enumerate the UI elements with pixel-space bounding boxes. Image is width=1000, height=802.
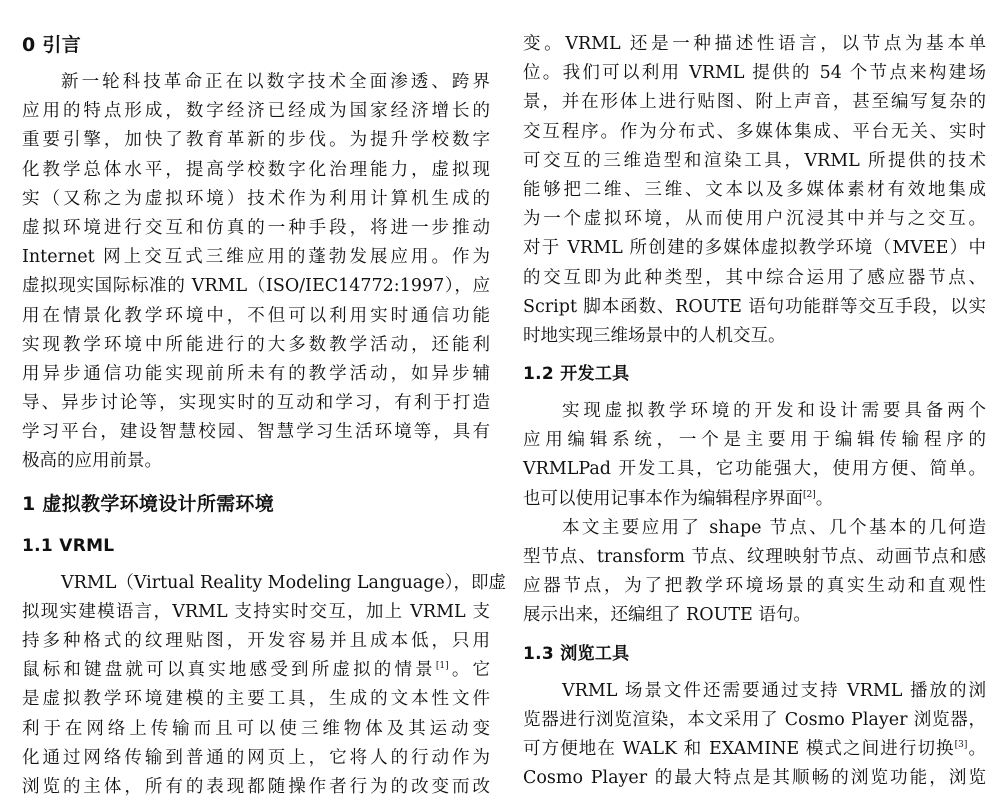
- text-line: 用在情景化教学环境中，不但可以利用实时通信功能: [22, 305, 490, 326]
- intro-paragraph: [22, 68, 490, 477]
- vrml-paragraph: [22, 569, 506, 802]
- text-line: 虚拟环境进行交互和仿真的一种手段，将进一步推动: [22, 217, 490, 238]
- text-line: 重要引擎，加快了教育革新的步伐。为提升学校数字: [22, 130, 490, 151]
- section-1-3-heading: 1.3 浏览工具: [523, 643, 630, 664]
- text-line: 化教学总体水平，提高学校数字化治理能力，虚拟现: [22, 159, 490, 180]
- text-line: Cosmo Player 的最大特点是其顺畅的浏览功能，浏览: [523, 768, 986, 789]
- text-line: 览器进行浏览渲染，本文采用了 Cosmo Player 浏览器，: [523, 709, 986, 730]
- text-line: 为一个虚拟环境，从而使用户沉浸其中并与之交互。: [523, 209, 986, 230]
- text-line: 展示出来，还编组了 ROUTE 语句。: [523, 605, 811, 626]
- text-line: 用异步通信功能实现前所未有的教学活动，如异步辅: [22, 363, 490, 384]
- text-line: 学习平台，建设智慧校园、智慧学习生活环境等，具有: [22, 422, 490, 443]
- section-1-heading: 1 虚拟教学环境设计所需环境: [22, 492, 275, 515]
- text-line: 对于 VRML 所创建的多媒体虚拟教学环境（MVEE）中: [523, 238, 986, 259]
- text-span: 。: [967, 738, 986, 759]
- left-column: [22, 30, 506, 802]
- text-line: 利于在网络上传输而且可以使三维物体及其运动变: [22, 718, 490, 739]
- text-line: 位。我们可以利用 VRML 提供的 54 个节点来构建场: [523, 63, 986, 84]
- text-span: 也可以使用记事本作为编辑程序界面: [523, 488, 803, 509]
- citation-ref[interactable]: [1]: [435, 661, 449, 672]
- text-line: 本文主要应用了 shape 节点、几个基本的几何造: [562, 517, 986, 538]
- section-1-1-heading: 1.1 VRML: [22, 535, 115, 556]
- text-line: Internet 网上交互式三维应用的蓬勃发展应用。作为: [22, 247, 490, 268]
- text-span: 鼠标和键盘就可以真实地感受到所虚拟的情景: [22, 660, 436, 681]
- section-0-heading: 0 引言: [22, 34, 82, 56]
- text-line: 时地实现三维场景中的人机交互。: [523, 325, 786, 346]
- text-line: 虚拟现实国际标准的 VRML（ISO/IEC14772:1997），应: [22, 276, 490, 297]
- text-line: 实现教学环境中所能进行的大多数教学活动，还能利: [22, 334, 490, 355]
- text-line: 是虚拟教学环境建模的主要工具，生成的文本性文件: [22, 689, 490, 710]
- text-line: 交互程序。作为分布式、多媒体集成、平台无关、实时: [523, 121, 986, 142]
- text-line: 新一轮科技革命正在以数字技术全面渗透、跨界: [61, 72, 490, 92]
- text-line: Script 脚本函数、ROUTE 语句功能群等交互手段，以实: [523, 296, 986, 317]
- text-line: 导、异步讨论等，实现实时的互动和学习，有利于打造: [22, 393, 490, 414]
- dev-tools-paragraph: [523, 397, 986, 514]
- text-span: 。: [815, 488, 834, 509]
- browser-paragraph: [523, 677, 986, 794]
- vrml-paragraph-continued: [523, 30, 986, 351]
- text-line: 持多种格式的纹理贴图，开发容易并且成本低，只用: [22, 631, 490, 651]
- text-span: 可方便地在 WALK 和 EXAMINE 模式之间进行切换: [523, 738, 955, 759]
- text-span: 。它: [448, 660, 491, 681]
- text-line: 能够把二维、三维、文本以及多媒体素材有效地集成: [523, 179, 986, 200]
- text-line: 实现虚拟教学环境的开发和设计需要具备两个: [562, 401, 986, 422]
- citation-ref[interactable]: [3]: [954, 740, 968, 751]
- text-line: VRML 场景文件还需要通过支持 VRML 播放的浏: [562, 680, 986, 701]
- text-line: 实（又称之为虚拟环境）技术作为利用计算机生成的: [22, 188, 490, 209]
- text-line: 浏览的主体，所有的表现都随操作者行为的改变而改: [22, 776, 490, 797]
- text-line: 的交互即为此种类型，其中综合运用了感应器节点、: [523, 267, 986, 288]
- text-line: VRML（Virtual Reality Modeling Language），即虚: [61, 572, 506, 593]
- text-line: 型节点、transform 节点、纹理映射节点、动画节点和感: [523, 547, 986, 567]
- section-1-2-heading: 1.2 开发工具: [523, 364, 630, 385]
- text-line-with-citation: [22, 656, 490, 685]
- text-line: 景，并在形体上进行贴图、附上声音，甚至编写复杂的: [523, 92, 986, 113]
- text-line: 应用编辑系统，一个是主要用于编辑传输程序的: [523, 430, 986, 451]
- text-line-with-citation: [523, 735, 986, 764]
- text-line: 可交互的三维造型和渲染工具，VRML 所提供的技术: [523, 150, 986, 171]
- text-line: 极高的应用前景。: [22, 451, 162, 472]
- text-line: 变。VRML 还是一种描述性语言，以节点为基本单: [523, 34, 986, 54]
- text-line: VRMLPad 开发工具，它功能强大，使用方便、简单。: [523, 459, 986, 480]
- right-column: [523, 30, 986, 793]
- text-line: 化通过网络传输到普通的网页上，它将人的行动作为: [22, 747, 490, 768]
- text-line: 应器节点，为了把教学环境场景的真实生动和直观性: [523, 576, 986, 597]
- citation-ref[interactable]: [2]: [803, 489, 816, 500]
- nodes-paragraph: [523, 514, 986, 631]
- text-line: 应用的特点形成，数字经济已经成为国家经济增长的: [22, 101, 490, 122]
- text-line: 拟现实建模语言，VRML 支持实时交互，加上 VRML 支: [22, 601, 490, 622]
- text-line-with-citation: [523, 485, 986, 514]
